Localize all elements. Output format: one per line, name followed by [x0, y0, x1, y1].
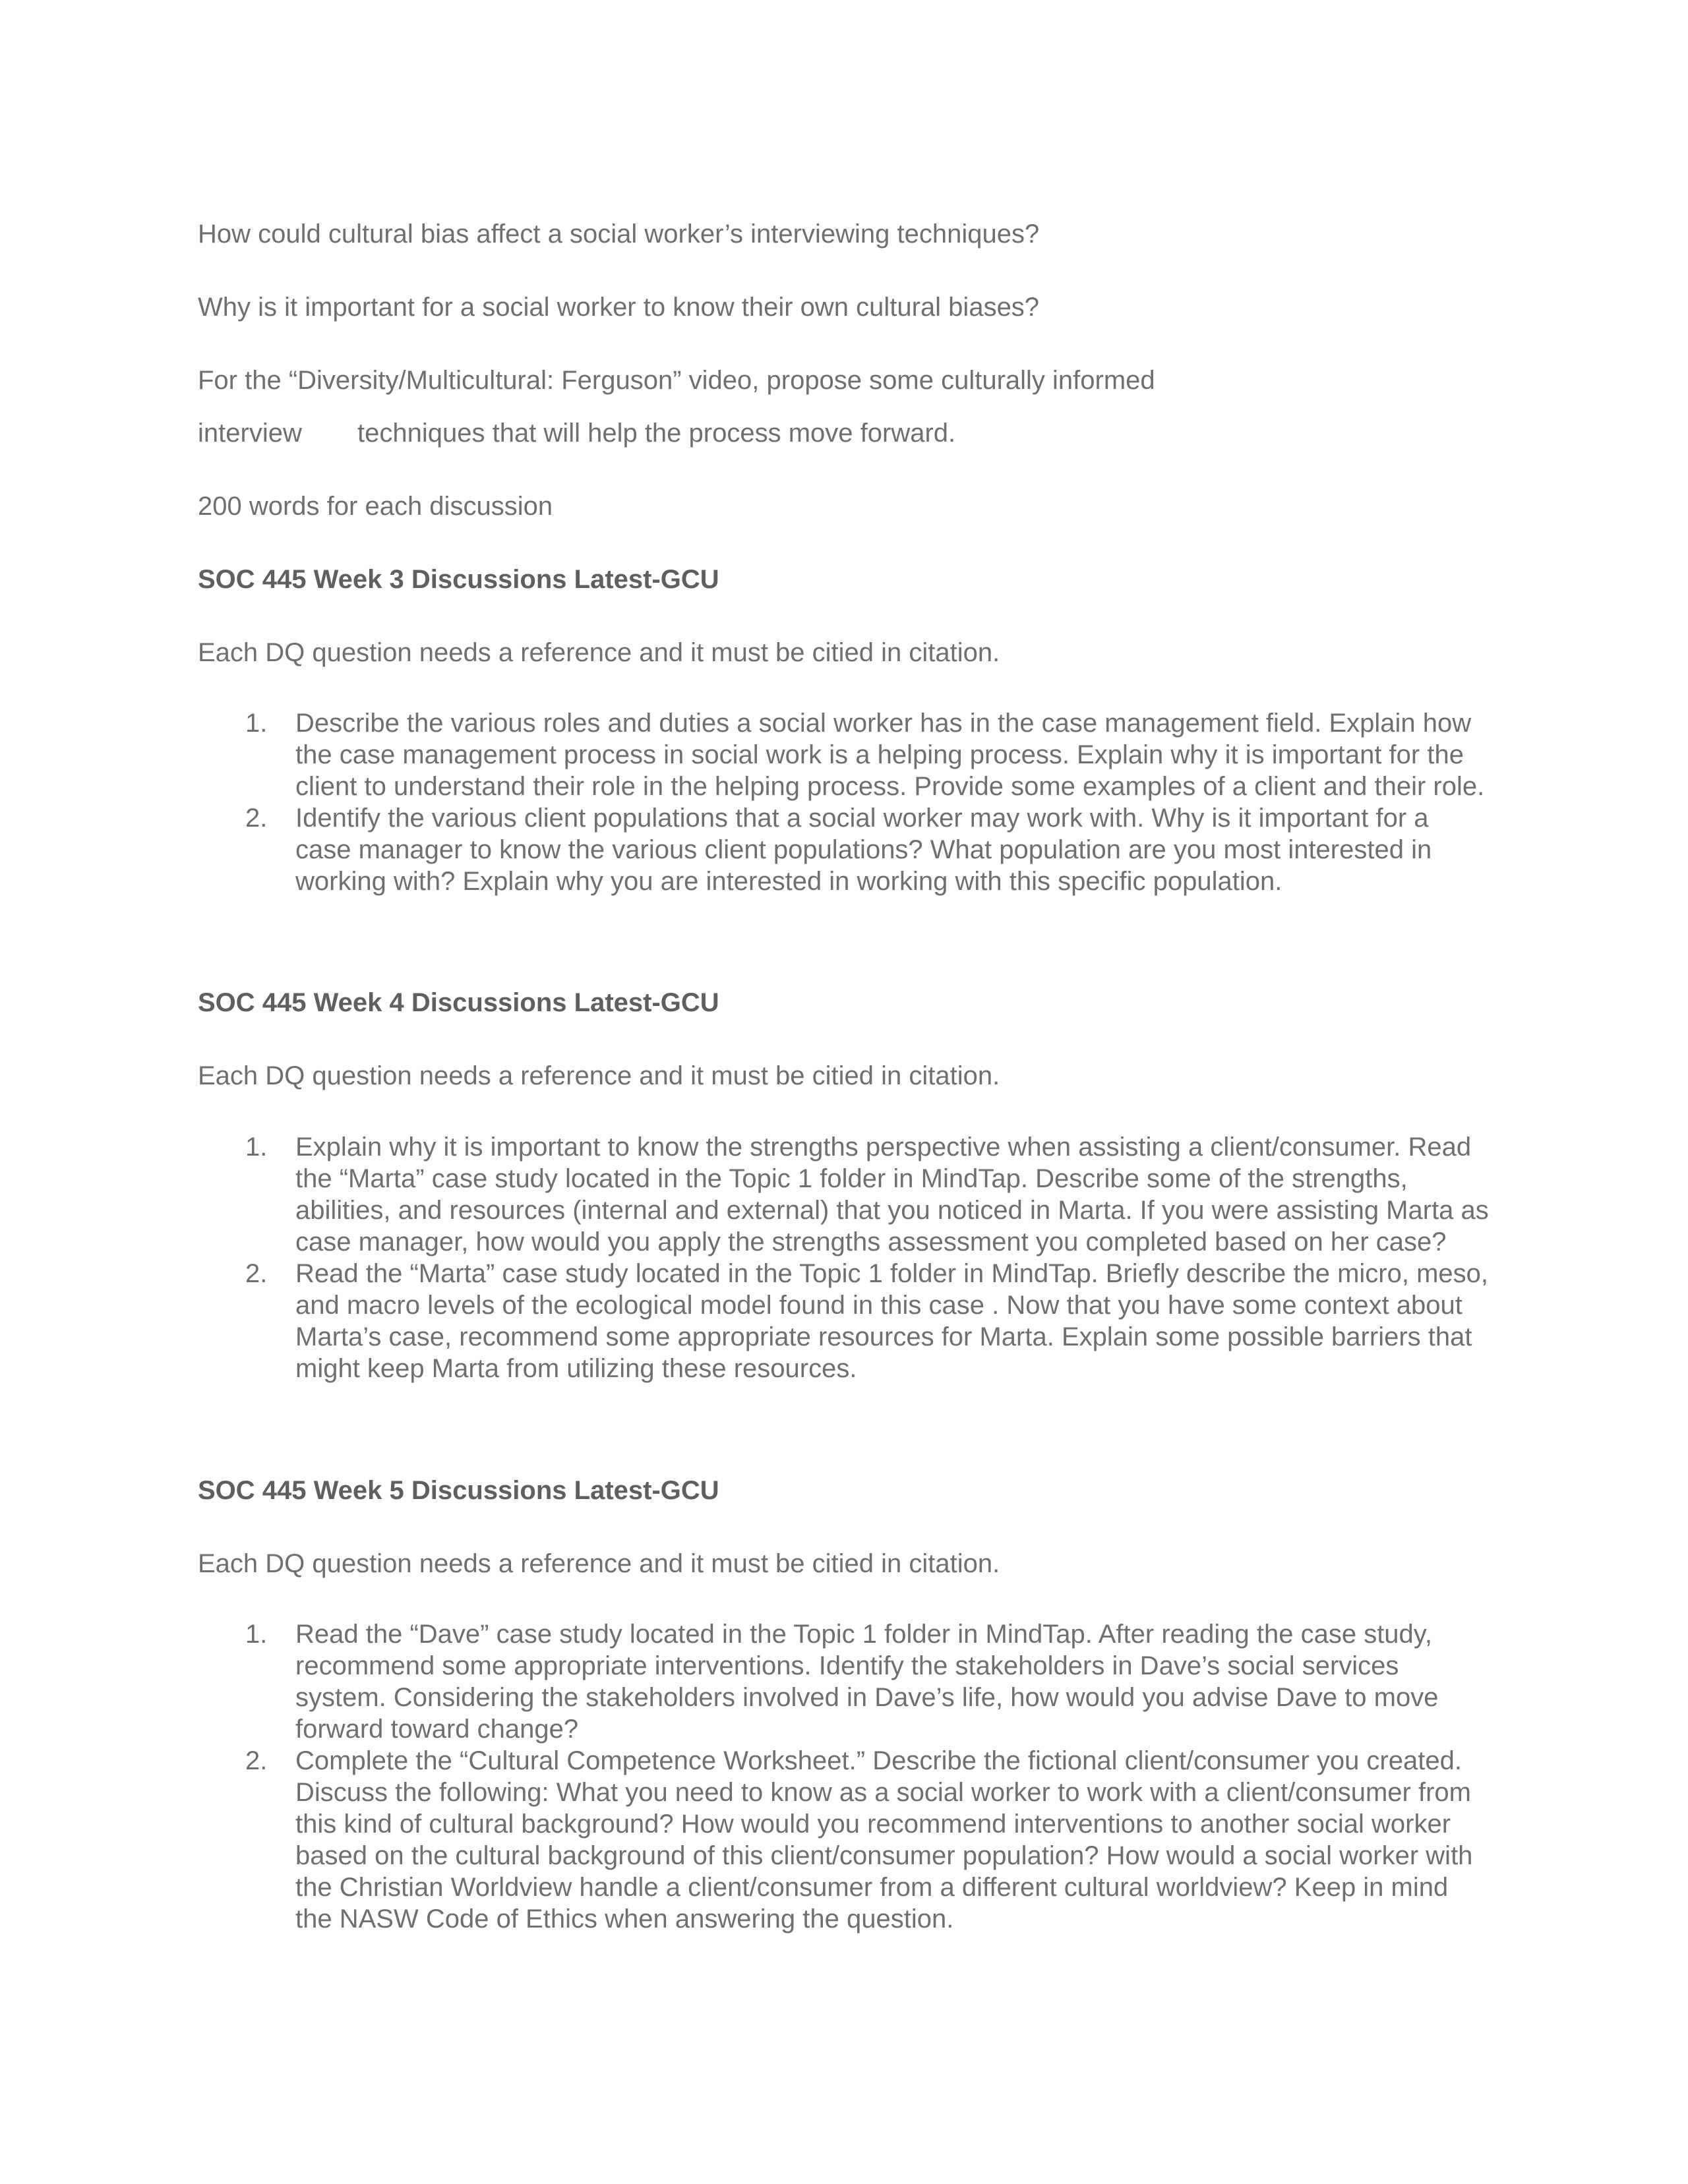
list-item [0, 707, 1489, 802]
week-4-reference-note: Each DQ question needs a reference and it must be citied in citation. [198, 1061, 1000, 1090]
list-item [0, 1618, 1489, 1745]
list-item-text: Complete the “Cultural Competence Worksheet.” Describe the fictional client/consumer you created. Discuss the following: What you need to know as a social worker to work with a client/consumer from this kind of cultural background? How would you recommend interventions to another social worker based on the cultural background of this client/consumer population? How would a social worker with the Christian Worldview handle a client/consumer from a different cultural worldview? Keep in mind the NASW Code of Ethics when answering the question. [295, 1746, 1473, 1933]
week-4-question-list [0, 1131, 1489, 1384]
list-item-text: Read the “Dave” case study located in the Topic 1 folder in MindTap. After reading the case study, recommend some appropriate interventions. Identify the stakeholders in Dave’s social services system. Considering the stakeholders involved in Dave’s life, how would you advise Dave to move forward toward change? [295, 1620, 1439, 1744]
list-item-number: 2. [245, 804, 268, 833]
list-item-number: 2. [245, 1259, 268, 1288]
intro-question-3-word-interview: interview [198, 419, 302, 448]
list-item [0, 802, 1489, 897]
week-5-reference-note: Each DQ question needs a reference and it must be citied in citation. [198, 1549, 1000, 1578]
intro-question-3-rest: techniques that will help the process move forward. [357, 419, 956, 448]
week-3-reference-note: Each DQ question needs a reference and it must be citied in citation. [198, 638, 1000, 667]
intro-question-3-line-1: For the “Diversity/Multicultural: Ferguson” video, propose some culturally informed [198, 366, 1155, 395]
week-3-heading: SOC 445 Week 3 Discussions Latest-GCU [198, 565, 719, 594]
list-item-number: 1. [245, 709, 268, 738]
intro-question-2: Why is it important for a social worker to know their own cultural biases? [198, 293, 1040, 322]
list-item-text: Identify the various client populations that a social worker may work with. Why is it important for a case manager to know the various client populations? What population are you most interested in working with? Explain why you are interested in working with this specific population. [295, 804, 1432, 896]
list-item-number: 2. [245, 1746, 268, 1775]
list-item-number: 1. [245, 1620, 268, 1649]
list-item-text: Describe the various roles and duties a social worker has in the case management field. Explain how the case management process in social work is a helping process. Explain why it is important for the client to understand their role in the helping process. Provide some examples of a client and their role. [295, 709, 1485, 801]
intro-question-3-line-2 [198, 417, 955, 449]
word-count-note: 200 words for each discussion [198, 492, 553, 521]
list-item-text: Read the “Marta” case study located in the Topic 1 folder in MindTap. Briefly describe the micro, meso, and macro levels of the ecological model found in this case . Now that you have some context about Marta’s case, recommend some appropriate resources for Marta. Explain some possible barriers that might keep Marta from utilizing these resources. [295, 1259, 1489, 1383]
week-3-question-list [0, 707, 1489, 897]
intro-question-1: How could cultural bias affect a social worker’s interviewing techniques? [198, 220, 1040, 249]
week-5-question-list [0, 1618, 1489, 1935]
list-item-text: Explain why it is important to know the strengths perspective when assisting a client/consumer. Read the “Marta” case study located in the Topic 1 folder in MindTap. Describe some of the strengths, abilities, and resources (internal and external) that you noticed in Marta. If you were assisting Marta as case manager, how would you apply the strengths assessment you completed based on her case? [295, 1133, 1489, 1256]
list-item [0, 1258, 1489, 1384]
list-item-number: 1. [245, 1133, 268, 1162]
list-item [0, 1131, 1489, 1258]
week-4-heading: SOC 445 Week 4 Discussions Latest-GCU [198, 988, 719, 1017]
list-item [0, 1745, 1489, 1935]
week-5-heading: SOC 445 Week 5 Discussions Latest-GCU [198, 1476, 719, 1505]
